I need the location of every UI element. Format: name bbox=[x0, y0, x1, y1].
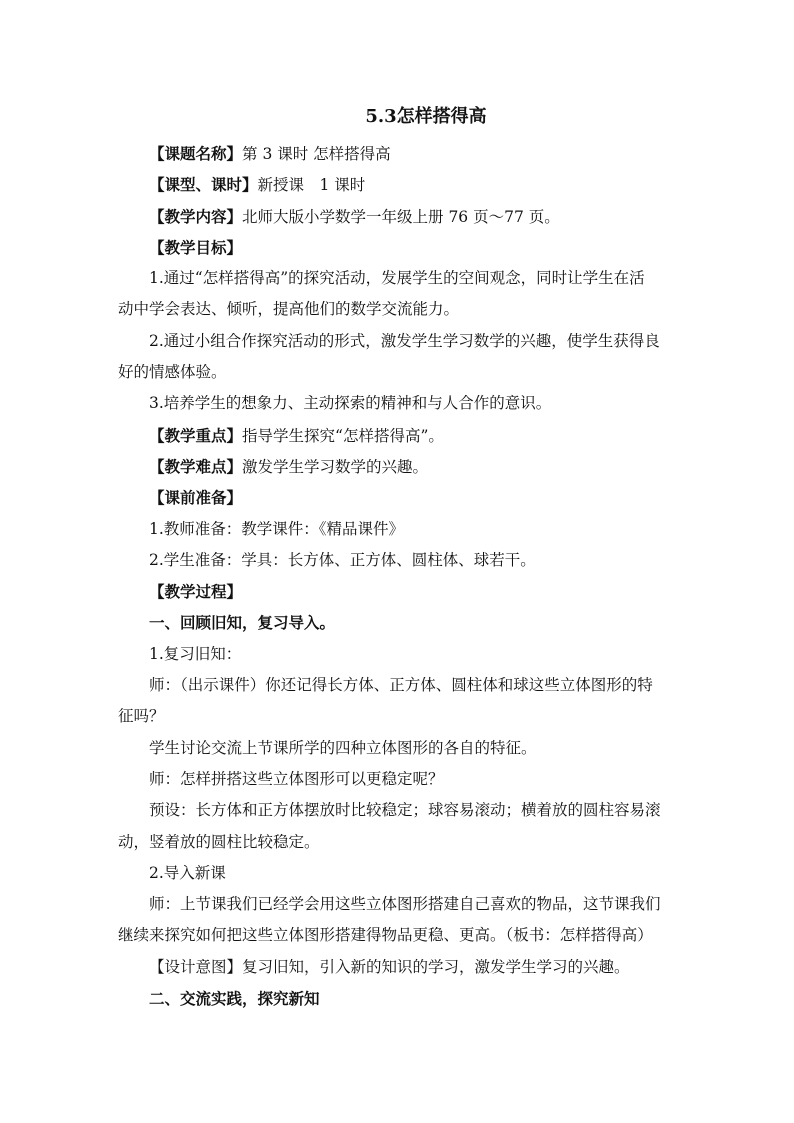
prep-teacher: 1.教师准备：教学课件：《精品课件》 bbox=[149, 519, 405, 538]
lesson-type-row bbox=[118, 169, 678, 200]
teacher-line-3a: 师：上节课我们已经学会用这些立体图形搭建自己喜欢的物品，这节课我们 bbox=[149, 895, 661, 914]
process-heading: 【教学过程】 bbox=[149, 582, 243, 602]
content-label: 【教学内容】 bbox=[149, 206, 243, 226]
teacher-line-1a: 师：（出示课件）你还记得长方体、正方体、圆柱体和球这些立体图形的特 bbox=[149, 676, 653, 695]
focus-text: 指导学生探究“怎样搭得高”。 bbox=[242, 426, 444, 445]
lesson-name-text: 第 3 课时 怎样搭得高 bbox=[242, 145, 391, 163]
difficulty-row bbox=[118, 451, 678, 482]
content-text: 北师大版小学数学一年级上册 76 页～77 页。 bbox=[242, 207, 560, 226]
goals-heading: 【教学目标】 bbox=[149, 237, 243, 257]
goal-2-line-1: 2.通过小组合作探究活动的形式，激发学生学习数学的兴趣，使学生获得良 bbox=[149, 331, 660, 350]
teacher-line-3b: 继续来探究如何把这些立体图形搭建得物品更稳、更高。（板书：怎样搭得高） bbox=[118, 926, 653, 945]
preset-line-b: 动，竖着放的圆柱比较稳定。 bbox=[118, 832, 320, 851]
design-intent-row bbox=[118, 952, 678, 983]
difficulty-text: 激发学生学习数学的兴趣。 bbox=[242, 457, 429, 476]
design-intent-label: 【设计意图】 bbox=[149, 957, 243, 976]
teacher-line-1b: 征吗？ bbox=[118, 707, 165, 726]
section-2-heading: 二、交流实践，探究新知 bbox=[149, 989, 320, 1009]
lesson-name-label: 【课题名称】 bbox=[149, 144, 243, 163]
teacher-line-2: 师：怎样拼搭这些立体图形可以更稳定呢？ bbox=[149, 769, 444, 788]
content-row bbox=[118, 201, 678, 232]
goal-1-line-1: 1.通过“怎样搭得高”的探究活动，发展学生的空间观念，同时让学生在活 bbox=[149, 269, 645, 288]
goal-2-line-2: 好的情感体验。 bbox=[118, 363, 227, 382]
lesson-plan-body bbox=[118, 100, 678, 1014]
lesson-type-text: 新授课 1 课时 bbox=[257, 176, 366, 195]
step-2-intro: 2.导入新课 bbox=[149, 863, 226, 882]
design-intent-text: 复习旧知，引入新的知识的学习，激发学生学习的兴趣。 bbox=[242, 957, 630, 976]
lesson-name-row bbox=[118, 138, 678, 169]
preset-line-a: 预设：长方体和正方体摆放时比较稳定；球容易滚动；横着放的圆柱容易滚 bbox=[149, 801, 661, 820]
goal-1-line-2: 动中学会表达、倾听，提高他们的数学交流能力。 bbox=[118, 300, 460, 319]
prep-heading: 【课前准备】 bbox=[149, 488, 243, 508]
difficulty-label: 【教学难点】 bbox=[149, 456, 243, 476]
section-1-heading: 一、回顾旧知，复习导入。 bbox=[149, 613, 336, 633]
document-title: 5.3怎样搭得高 bbox=[365, 106, 487, 127]
goal-3: 3.培养学生的想象力、主动探索的精神和与人合作的意识。 bbox=[149, 394, 552, 413]
step-1-review: 1.复习旧知： bbox=[149, 644, 242, 663]
student-discussion: 学生讨论交流上节课所学的四种立体图形的各自的特征。 bbox=[149, 738, 537, 757]
prep-student: 2.学生准备：学具：长方体、正方体、圆柱体、球若干。 bbox=[149, 550, 536, 569]
focus-row bbox=[118, 420, 678, 451]
lesson-type-label: 【课型、课时】 bbox=[149, 175, 258, 195]
focus-label: 【教学重点】 bbox=[149, 425, 243, 445]
